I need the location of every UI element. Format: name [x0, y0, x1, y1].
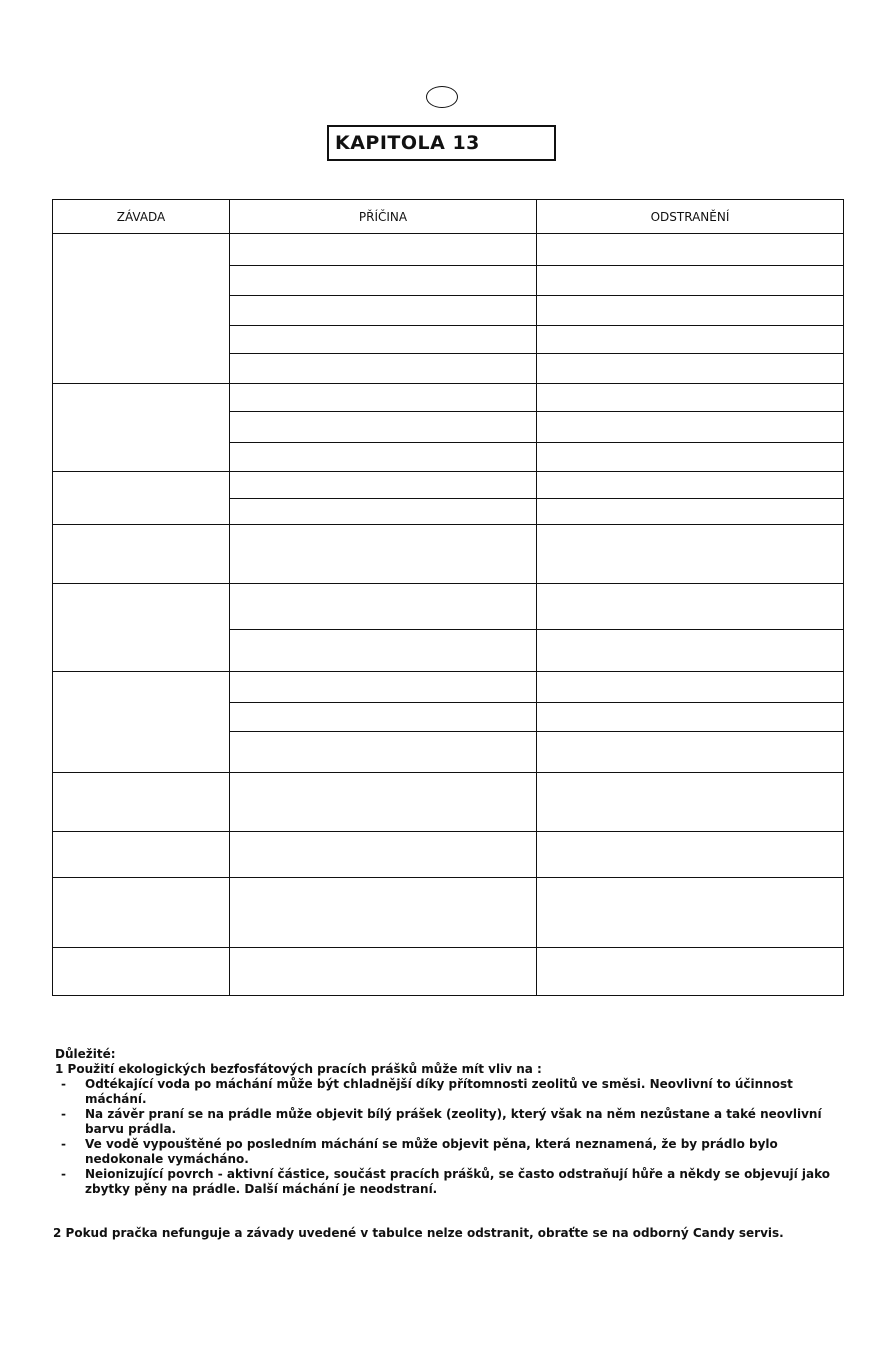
- table-row: [53, 384, 844, 412]
- remedy-cell: [537, 672, 844, 703]
- cause-cell: [230, 384, 537, 412]
- list-item-text: Na závěr praní se na prádle může objevit bílý prášek (zeolity), který však na něm nezůstane a také neovlivní barvu prádla.: [85, 1107, 822, 1136]
- troubleshooting-table: [52, 199, 844, 996]
- dash-bullet: -: [61, 1137, 66, 1151]
- list-item: [55, 1167, 845, 1197]
- fault-cell: [53, 878, 230, 948]
- dash-bullet: -: [61, 1167, 66, 1181]
- cause-cell: [230, 773, 537, 832]
- fault-cell: [53, 384, 230, 472]
- notes-heading: Důležité:: [55, 1047, 116, 1061]
- cause-cell: [230, 266, 537, 296]
- remedy-cell: [537, 234, 844, 266]
- cause-cell: [230, 326, 537, 354]
- cause-cell: [230, 878, 537, 948]
- cause-cell: [230, 584, 537, 630]
- list-item: [55, 1077, 845, 1107]
- cause-cell: [230, 672, 537, 703]
- fault-cell: [53, 832, 230, 878]
- header-remedy: ODSTRANĚNÍ: [537, 200, 844, 234]
- cause-cell: [230, 499, 537, 525]
- cause-cell: [230, 525, 537, 584]
- fault-cell: [53, 472, 230, 525]
- remedy-cell: [537, 472, 844, 499]
- remedy-cell: [537, 412, 844, 443]
- remedy-cell: [537, 384, 844, 412]
- remedy-cell: [537, 732, 844, 773]
- cause-cell: [230, 472, 537, 499]
- note-1: 1 Použití ekologických bezfosfátových pracích prášků může mít vliv na :: [55, 1062, 542, 1076]
- remedy-cell: [537, 948, 844, 996]
- cause-cell: [230, 234, 537, 266]
- fault-cell: [53, 948, 230, 996]
- list-item-text: Ve vodě vypouštěné po posledním máchání se může objevit pěna, která neznamená, že by prádlo bylo nedokonale vymácháno.: [85, 1137, 778, 1166]
- table-row: [53, 878, 844, 948]
- remedy-cell: [537, 703, 844, 732]
- list-item-text: Neionizující povrch - aktivní částice, součást pracích prášků, se často odstraňují hůře a někdy se objevují jako zbytky pěny na prádle. Další máchání je neodstraní.: [85, 1167, 831, 1196]
- cause-cell: [230, 732, 537, 773]
- fault-cell: [53, 672, 230, 773]
- fault-cell: [53, 773, 230, 832]
- list-item: [55, 1107, 845, 1137]
- note-2: 2 Pokud pračka nefunguje a závady uvedené v tabulce nelze odstranit, obraťte se na odborný Candy servis.: [53, 1226, 784, 1240]
- dash-bullet: -: [61, 1107, 66, 1121]
- remedy-cell: [537, 499, 844, 525]
- cause-cell: [230, 630, 537, 672]
- cause-cell: [230, 412, 537, 443]
- chapter-title: KAPITOLA 13: [327, 125, 556, 161]
- remedy-cell: [537, 525, 844, 584]
- dash-bullet: -: [61, 1077, 66, 1091]
- table-row: [53, 234, 844, 266]
- fault-cell: [53, 584, 230, 672]
- remedy-cell: [537, 630, 844, 672]
- table-row: [53, 584, 844, 630]
- table-row: [53, 948, 844, 996]
- fault-cell: [53, 525, 230, 584]
- table-header-row: [53, 200, 844, 234]
- cause-cell: [230, 832, 537, 878]
- remedy-cell: [537, 443, 844, 472]
- remedy-cell: [537, 773, 844, 832]
- remedy-cell: [537, 354, 844, 384]
- table-body: [53, 234, 844, 996]
- table-row: [53, 525, 844, 584]
- header-fault: ZÁVADA: [53, 200, 230, 234]
- note-1-list: [55, 1077, 845, 1197]
- header-cause: PŘÍČINA: [230, 200, 537, 234]
- remedy-cell: [537, 296, 844, 326]
- remedy-cell: [537, 584, 844, 630]
- table-row: [53, 773, 844, 832]
- cause-cell: [230, 703, 537, 732]
- table-row: [53, 472, 844, 499]
- list-item: [55, 1137, 845, 1167]
- list-item-text: Odtékající voda po máchání může být chladnější díky přítomnosti zeolitů ve směsi. Neovlivní to účinnost máchání.: [85, 1077, 793, 1106]
- fault-cell: [53, 234, 230, 384]
- language-badge: [426, 86, 458, 108]
- table-row: [53, 672, 844, 703]
- remedy-cell: [537, 832, 844, 878]
- remedy-cell: [537, 266, 844, 296]
- cause-cell: [230, 443, 537, 472]
- remedy-cell: [537, 878, 844, 948]
- cause-cell: [230, 296, 537, 326]
- cause-cell: [230, 948, 537, 996]
- table-row: [53, 832, 844, 878]
- notes-section: [53, 1047, 845, 1240]
- cause-cell: [230, 354, 537, 384]
- remedy-cell: [537, 326, 844, 354]
